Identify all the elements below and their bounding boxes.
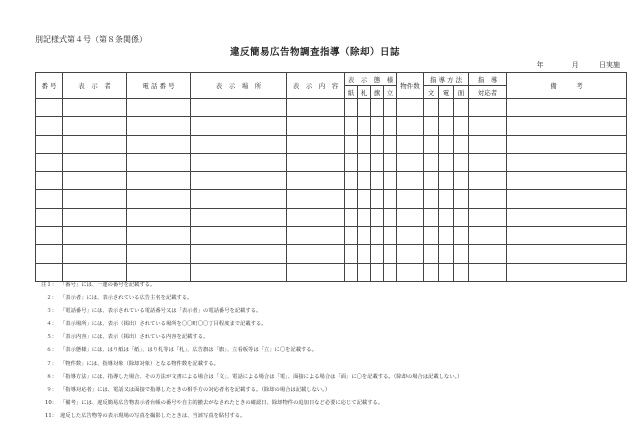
table-cell[interactable] [345,153,358,171]
table-cell[interactable] [191,245,287,263]
table-cell[interactable] [397,172,424,190]
note-mark: 11： [44,412,57,419]
table-cell[interactable] [345,190,358,208]
table-cell[interactable] [384,172,397,190]
table-cell[interactable] [127,227,191,245]
note-item [35,371,620,384]
table-cell[interactable] [469,117,507,135]
header-contact-top: 指 導 [469,73,507,86]
table-cell[interactable] [469,172,507,190]
table-cell[interactable] [63,172,127,190]
table-cell[interactable] [358,117,371,135]
table-cell[interactable] [36,153,63,171]
table-cell[interactable] [469,99,507,117]
table-cell[interactable] [36,117,63,135]
table-cell[interactable] [454,190,469,208]
table-cell[interactable] [63,135,127,153]
table-cell[interactable] [287,172,345,190]
note-mark: 10： [44,399,57,406]
log-table-body [36,99,627,282]
table-cell[interactable] [358,153,371,171]
note-mark: ２： [46,295,57,302]
header-location: 表 示 場 所 [191,73,287,99]
table-cell[interactable] [287,245,345,263]
table-row [36,227,627,245]
table-cell[interactable] [371,99,384,117]
table-cell[interactable] [454,153,469,171]
table-cell[interactable] [191,227,287,245]
notes-section [35,279,620,423]
table-cell[interactable] [384,99,397,117]
table-cell[interactable] [345,99,358,117]
table-cell[interactable] [454,135,469,153]
header-displayer: 表 示 者 [63,73,127,99]
note-mark: ７： [46,360,57,367]
table-cell[interactable] [454,227,469,245]
document-title: 違反簡易広告物調査指導（除却）日誌 [229,47,400,58]
table-cell[interactable] [384,245,397,263]
log-table [35,72,627,282]
table-cell[interactable] [439,99,454,117]
table-cell[interactable] [358,190,371,208]
note-item [35,384,620,397]
table-cell[interactable] [507,245,627,263]
table-cell[interactable] [397,245,424,263]
table-cell[interactable] [454,99,469,117]
table-cell[interactable] [424,208,439,226]
table-cell[interactable] [397,117,424,135]
note-mark: 注１： [41,282,57,288]
table-cell[interactable] [287,208,345,226]
header-display-mode: 表 示 態 様 [345,73,397,86]
note-text: 違反した広告物等の表示現場の写真を撮影したときは、当該写真を貼付する。 [60,412,246,419]
table-cell[interactable] [36,227,63,245]
table-cell[interactable] [424,117,439,135]
date-line [537,60,620,70]
table-cell[interactable] [63,117,127,135]
table-cell[interactable] [424,135,439,153]
table-cell[interactable] [469,208,507,226]
table-cell[interactable] [384,227,397,245]
table-cell[interactable] [454,245,469,263]
table-cell[interactable] [384,117,397,135]
table-cell[interactable] [191,153,287,171]
table-cell[interactable] [127,153,191,171]
table-cell[interactable] [191,117,287,135]
table-cell[interactable] [63,227,127,245]
header-remarks: 備 考 [507,73,627,99]
table-cell[interactable] [397,99,424,117]
table-cell[interactable] [371,190,384,208]
header-mode-flag: 旗 [371,86,384,99]
table-cell[interactable] [127,208,191,226]
table-cell[interactable] [384,135,397,153]
note-item [35,279,620,292]
note-mark: ５： [46,334,57,341]
table-cell[interactable] [371,245,384,263]
table-row [36,117,627,135]
table-cell[interactable] [287,227,345,245]
note-text: 「表示内容」には、表示（掲出）されている内容を記載する。 [60,334,209,341]
note-item [35,410,620,423]
note-text: 「表示態様」には、はり紙は「紙」、はり札等は「札」、広告旗は「旗」、立看板等は「立」に〇を記載する。 [60,347,317,354]
note-text: 「物件数」には、指導対象（除却対象）となる物件数を記載する。 [60,360,219,367]
table-cell[interactable] [127,99,191,117]
form-number: 別記様式第４号（第８条関係） [35,35,147,44]
table-row [36,135,627,153]
table-cell[interactable] [191,99,287,117]
table-cell[interactable] [191,172,287,190]
table-cell[interactable] [439,135,454,153]
table-cell[interactable] [424,172,439,190]
note-mark: ４： [46,321,57,328]
table-cell[interactable] [127,245,191,263]
table-cell[interactable] [345,117,358,135]
table-cell[interactable] [358,135,371,153]
table-cell[interactable] [36,208,63,226]
note-text: 「表示者」には、表示されている広告主名を記載する。 [60,295,193,302]
table-cell[interactable] [345,208,358,226]
table-cell[interactable] [63,153,127,171]
table-cell[interactable] [397,208,424,226]
table-row [36,99,627,117]
table-cell[interactable] [469,190,507,208]
table-cell[interactable] [358,227,371,245]
note-text: 「指導方法」には、指導した場合、その方法が文書による場合は「文」、電話による場合は「電」、面接による場合は「面」に〇を記載する。（除却の場合は記載しない。） [60,373,463,380]
table-cell[interactable] [127,117,191,135]
table-cell[interactable] [287,117,345,135]
table-cell[interactable] [439,245,454,263]
month-label: 月 [571,61,579,69]
note-mark: ９： [46,386,57,393]
table-cell[interactable] [345,245,358,263]
table-cell[interactable] [507,99,627,117]
table-cell[interactable] [358,172,371,190]
table-cell[interactable] [397,153,424,171]
note-item [35,318,620,331]
table-cell[interactable] [36,135,63,153]
table-cell[interactable] [371,135,384,153]
table-cell[interactable] [507,190,627,208]
table-cell[interactable] [191,208,287,226]
table-cell[interactable] [358,99,371,117]
table-cell[interactable] [287,99,345,117]
table-cell[interactable] [507,153,627,171]
table-row [36,190,627,208]
table-cell[interactable] [127,135,191,153]
table-row [36,153,627,171]
table-cell[interactable] [424,245,439,263]
header-method-document: 文 [424,86,439,99]
table-cell[interactable] [507,172,627,190]
table-cell[interactable] [371,227,384,245]
table-cell[interactable] [439,227,454,245]
header-guidance-method: 指 導 方 法 [424,73,469,86]
header-count: 物件数 [397,73,424,99]
table-cell[interactable] [507,208,627,226]
table-cell[interactable] [36,245,63,263]
table-cell[interactable] [469,135,507,153]
table-cell[interactable] [36,172,63,190]
table-cell[interactable] [507,227,627,245]
note-mark: ６： [46,347,57,354]
note-text: 「表示場所」には、表示（掲出）されている場所を〇〇町〇〇丁目程度まで記載する。 [60,321,267,328]
header-phone: 電 話 番 号 [127,73,191,99]
table-cell[interactable] [439,153,454,171]
table-cell[interactable] [454,117,469,135]
header-method-face: 面 [454,86,469,99]
year-label: 年 [536,61,544,69]
table-cell[interactable] [424,190,439,208]
day-label: 日実施 [599,61,620,69]
table-cell[interactable] [397,227,424,245]
header-mode-stand: 立 [384,86,397,99]
table-cell[interactable] [424,227,439,245]
table-cell[interactable] [439,208,454,226]
table-cell[interactable] [469,245,507,263]
note-item [35,397,620,410]
table-row [36,172,627,190]
table-cell[interactable] [287,190,345,208]
table-cell[interactable] [287,135,345,153]
header-number: 番 号 [36,73,63,99]
header-mode-tag: 札 [358,86,371,99]
table-cell[interactable] [345,172,358,190]
table-cell[interactable] [36,99,63,117]
table-cell[interactable] [63,208,127,226]
table-cell[interactable] [127,190,191,208]
table-cell[interactable] [397,135,424,153]
table-cell[interactable] [469,153,507,171]
table-cell[interactable] [191,135,287,153]
table-cell[interactable] [384,190,397,208]
table-cell[interactable] [358,208,371,226]
table-cell[interactable] [191,190,287,208]
table-row [36,208,627,226]
table-cell[interactable] [424,99,439,117]
note-item [35,305,620,318]
header-content: 表 示 内 容 [287,73,345,99]
table-cell[interactable] [424,153,439,171]
table-cell[interactable] [397,190,424,208]
note-item [35,331,620,344]
table-cell[interactable] [371,208,384,226]
table-cell[interactable] [384,208,397,226]
header-row-top [36,73,627,86]
note-mark: ３： [46,308,57,315]
note-item [35,344,620,357]
note-text: 「電話番号」には、表示されている電話番号又は「表示者」の電話番号を記載する。 [60,308,262,315]
table-cell[interactable] [454,172,469,190]
table-cell[interactable] [63,99,127,117]
table-row [36,245,627,263]
table-cell[interactable] [345,227,358,245]
table-cell[interactable] [454,208,469,226]
table-cell[interactable] [371,117,384,135]
header-mode-paper: 紙 [345,86,358,99]
table-cell[interactable] [371,153,384,171]
table-cell[interactable] [63,245,127,263]
table-cell[interactable] [371,172,384,190]
table-cell[interactable] [384,153,397,171]
table-cell[interactable] [507,135,627,153]
table-cell[interactable] [507,117,627,135]
note-text: 「備考」には、違反簡易広告物表示者台帳の番号や自主的撤去がなされたときの確認日、除却物件の追加日など必要に応じて記載する。 [60,399,384,406]
note-text: 「番号」には、一連の番号を記載する。 [60,282,156,288]
table-cell[interactable] [127,172,191,190]
table-cell[interactable] [358,245,371,263]
table-cell[interactable] [36,190,63,208]
table-cell[interactable] [439,117,454,135]
header-contact-bottom: 対応者 [469,86,507,99]
note-item [35,292,620,305]
table-cell[interactable] [345,135,358,153]
table-cell[interactable] [439,172,454,190]
table-cell[interactable] [439,190,454,208]
note-mark: ８： [46,373,57,380]
note-text: 「指導対応者」には、電話又は面接で指導したときの相手方の対応者名を記載する。（除却の場合は記載しない。） [60,386,331,393]
table-cell[interactable] [63,190,127,208]
table-cell[interactable] [287,153,345,171]
header-method-phone: 電 [439,86,454,99]
table-cell[interactable] [469,227,507,245]
note-item [35,358,620,371]
